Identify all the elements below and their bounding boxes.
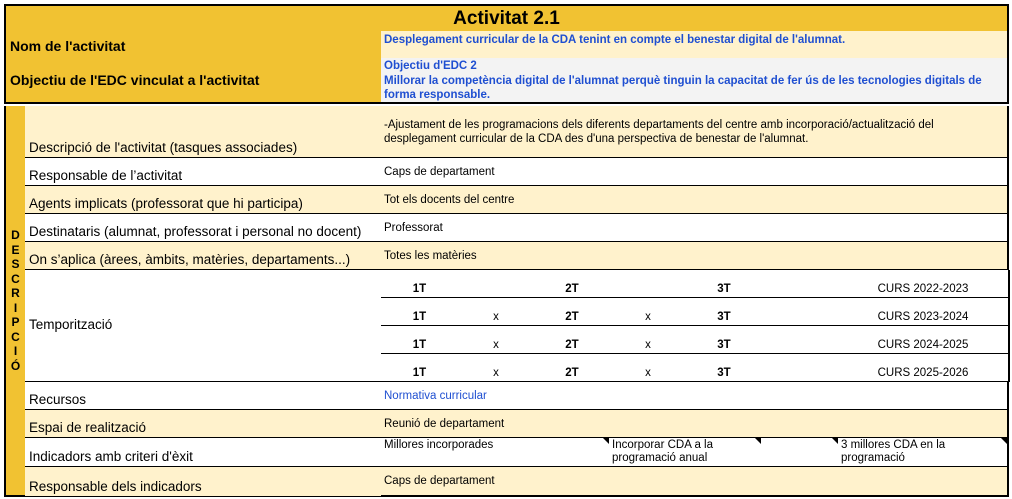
trimestre-mark-cell[interactable] <box>610 270 687 298</box>
section-letter: D <box>11 228 20 242</box>
trimestre-label[interactable]: 3T <box>686 298 763 326</box>
trimestre-label[interactable]: 3T <box>686 326 763 354</box>
descripcio-value[interactable]: -Ajustament de les programacions dels diferents departaments del centre amb incorporació/actualització del desplegament curricular de la CDA des d'una perspectiva de benestar de l'alumnat. <box>381 106 1009 158</box>
section-letter: S <box>11 257 20 271</box>
trimestre-label[interactable]: 1T <box>381 270 459 298</box>
agents-label[interactable]: Agents implicats (professorat que hi participa) <box>25 186 382 214</box>
section-letter: C <box>11 271 20 286</box>
trimestre-mark-cell[interactable] <box>762 326 839 354</box>
agents-value[interactable]: Tot els docents del centre <box>381 186 1009 214</box>
trimestre-label[interactable]: 1T <box>381 326 459 354</box>
nom-label[interactable]: Nom de l'activitat <box>4 31 382 59</box>
responsable-value[interactable]: Caps de departament <box>381 158 1009 186</box>
curs-label[interactable]: CURS 2024-2025 <box>838 326 1010 354</box>
indicador-value3[interactable] <box>761 438 839 467</box>
trimestre-mark-cell[interactable]: x <box>458 354 535 382</box>
temporitzacio-label[interactable]: Temporització <box>25 270 382 382</box>
curs-label[interactable]: CURS 2023-2024 <box>838 298 1010 326</box>
sheet-title[interactable]: Activitat 2.1 <box>4 4 1009 32</box>
section-letter: I <box>13 344 18 358</box>
indicador-value2[interactable]: Incorporar CDA a la programació anual <box>609 438 762 467</box>
trimestre-mark-cell[interactable] <box>762 298 839 326</box>
trimestre-label[interactable]: 2T <box>534 270 611 298</box>
trimestre-mark-cell[interactable] <box>762 270 839 298</box>
trimestre-mark-cell[interactable] <box>762 354 839 382</box>
recursos-value[interactable]: Normativa curricular <box>381 382 1009 410</box>
section-letter: E <box>11 242 20 257</box>
indicador-value1[interactable]: Millores incorporades <box>381 438 610 467</box>
espai-value[interactable]: Reunió de departament <box>381 410 1009 438</box>
objectiu-text: Millorar la competència digital de l'alumnat perquè tinguin la capacitat de fer ús de les tecnologies digitals de forma responsable. <box>384 74 982 101</box>
descripcio-label[interactable]: Descripció de l'activitat (tasques associades) <box>25 106 382 158</box>
section-letter: I <box>13 300 18 315</box>
objectiu-title: Objectiu d'EDC 2 <box>384 60 477 72</box>
trimestre-label[interactable]: 3T <box>686 354 763 382</box>
trimestre-mark-cell[interactable] <box>458 270 535 298</box>
trimestre-mark-cell[interactable]: x <box>610 326 687 354</box>
indicador-value4[interactable]: 3 millores CDA en la programació <box>838 438 1009 467</box>
section-letter: C <box>11 329 20 344</box>
trimestre-label[interactable]: 2T <box>534 354 611 382</box>
destinataris-label[interactable]: Destinataris (alumnat, professorat i personal no docent) <box>25 214 382 242</box>
trimestre-mark-cell[interactable]: x <box>458 298 535 326</box>
trimestre-label[interactable]: 2T <box>534 298 611 326</box>
resp_ind-label[interactable]: Responsable dels indicadors <box>25 467 382 497</box>
section-letter: P <box>11 315 20 329</box>
trimestre-label[interactable]: 1T <box>381 354 459 382</box>
responsable-label[interactable]: Responsable de l’activitat <box>25 158 382 186</box>
curs-label[interactable]: CURS 2025-2026 <box>838 354 1010 382</box>
objectiu-value[interactable] <box>381 58 1009 104</box>
destinataris-value[interactable]: Professorat <box>381 214 1009 242</box>
section-label-descripcio <box>4 106 26 497</box>
section-letter: Ó <box>10 358 21 373</box>
resp_ind-value[interactable]: Caps de departament <box>381 467 1009 497</box>
trimestre-mark-cell[interactable]: x <box>610 298 687 326</box>
espai-label[interactable]: Espai de realització <box>25 410 382 438</box>
aplica-value[interactable]: Totes les matèries <box>381 242 1009 270</box>
aplica-label[interactable]: On s’aplica (àrees, àmbits, matèries, departaments...) <box>25 242 382 270</box>
recursos-label[interactable]: Recursos <box>25 382 382 410</box>
trimestre-mark-cell[interactable]: x <box>610 354 687 382</box>
trimestre-label[interactable]: 1T <box>381 298 459 326</box>
indicadors-label[interactable]: Indicadors amb criteri d'èxit <box>25 438 382 467</box>
trimestre-mark-cell[interactable]: x <box>458 326 535 354</box>
trimestre-label[interactable]: 2T <box>534 326 611 354</box>
section-letter: R <box>11 286 20 300</box>
trimestre-label[interactable]: 3T <box>686 270 763 298</box>
nom-value[interactable]: Desplegament curricular de la CDA tenint en compte el benestar digital de l'alumnat. <box>381 31 1009 59</box>
objectiu-label[interactable]: Objectiu de l'EDC vinculat a l'activitat <box>4 58 382 104</box>
curs-label[interactable]: CURS 2022-2023 <box>838 270 1010 298</box>
